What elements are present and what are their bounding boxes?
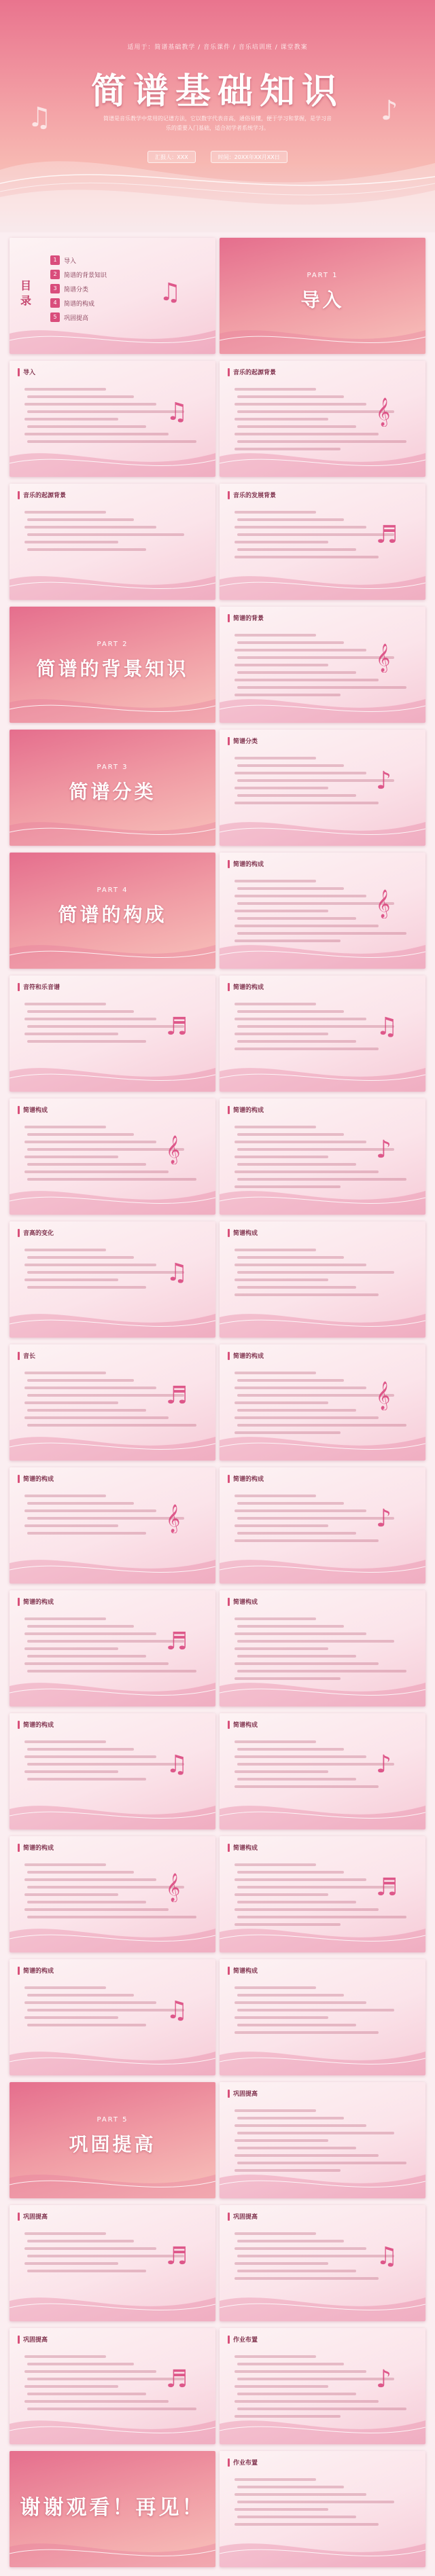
piano-icon: ♬: [166, 2242, 188, 2270]
slide-heading: 简谱构成: [233, 1230, 258, 1237]
slide-thumbnail[interactable]: [10, 361, 215, 477]
piano-icon: ♬: [166, 1628, 188, 1656]
toc-item[interactable]: [50, 255, 107, 265]
section-part-label: PART 3: [97, 764, 128, 771]
piano-icon: ♬: [166, 1013, 188, 1041]
slide-thumbnail[interactable]: [10, 2451, 215, 2567]
section-title: 简谱的构成: [58, 904, 167, 926]
wave-decoration: [220, 1297, 425, 1338]
music-note-icon: ♫: [159, 279, 181, 306]
wave-decoration: [220, 682, 425, 723]
wave-decoration: [220, 1174, 425, 1215]
cover-meta: [0, 151, 435, 163]
slide-heading: 巩固提高: [233, 2214, 258, 2221]
toc-number: 1: [50, 255, 60, 265]
piano-icon: ♬: [376, 521, 398, 549]
guitar-icon: ♫: [166, 1751, 188, 1778]
toc-label: 简谱的背景知识: [64, 272, 107, 279]
wave-decoration: [10, 1789, 215, 1829]
cover-intro: 简谱是音乐教学中常用的记谱方法，它以数字代表音高，通俗易懂，便于学习和掌握，是学习音乐的重要入门基础，适合初学者系统学习。: [103, 115, 332, 131]
slide-heading: 简谱构成: [233, 1722, 258, 1729]
slide-thumbnail[interactable]: [10, 1467, 215, 1584]
wave-decoration: [220, 1543, 425, 1584]
music-note-icon: ♫: [166, 398, 188, 426]
music-note-icon: ♪: [376, 1751, 392, 1778]
slide-thumbnail[interactable]: [10, 1221, 215, 1338]
toc-heading: 目录: [20, 279, 32, 307]
music-note-icon: ♫: [166, 1997, 188, 2024]
slide-thumbnail[interactable]: [220, 361, 425, 477]
slide-thumbnail[interactable]: [220, 2082, 425, 2198]
slide-heading: 简谱构成: [233, 1968, 258, 1975]
music-note-icon: ♫: [376, 1013, 398, 1041]
slide-thumbnail[interactable]: [10, 1713, 215, 1829]
cover-title: 简谱基础知识: [90, 71, 344, 112]
slide-heading: 音长: [23, 1353, 36, 1360]
slide-thumbnail[interactable]: [220, 484, 425, 600]
slide-heading: 简谱的构成: [23, 1476, 54, 1483]
toc-item[interactable]: [50, 298, 107, 308]
guitar-icon: ♫: [376, 2242, 398, 2270]
slide-heading: 音高的变化: [23, 1230, 54, 1237]
wave-decoration: [220, 2158, 425, 2198]
toc-number: 2: [50, 270, 60, 279]
wave-decoration: [220, 1912, 425, 1952]
slide-thumbnail[interactable]: [10, 1590, 215, 1706]
slide-thumbnail[interactable]: [10, 484, 215, 600]
slide-heading: 简谱分类: [233, 738, 258, 745]
treble-clef-icon: 𝄞: [376, 644, 391, 672]
slide-thumbnail[interactable]: [10, 730, 215, 846]
wave-decoration: [220, 928, 425, 969]
guitar-icon: ♫: [166, 1259, 188, 1287]
wave-decoration: [220, 1420, 425, 1461]
wave-decoration: [220, 2280, 425, 2321]
slide-heading: 巩固提高: [23, 2214, 48, 2221]
wave-decoration: [10, 1297, 215, 1338]
slide-heading: 简谱的构成: [233, 861, 264, 868]
slide-thumbnail[interactable]: [10, 853, 215, 969]
wave-decoration: [220, 559, 425, 600]
slide-thumbnail[interactable]: [220, 1959, 425, 2075]
slide-heading: 简谱的构成: [233, 1476, 264, 1483]
slide-thumbnail[interactable]: [220, 1590, 425, 1706]
slide-thumbnail[interactable]: [10, 1344, 215, 1461]
wave-decoration: [220, 2035, 425, 2075]
slide-thumbnail[interactable]: [220, 607, 425, 723]
slide-heading: 简谱的背景: [233, 615, 264, 622]
wave-decoration: [220, 2526, 425, 2567]
music-note-icon: ♫: [27, 102, 52, 133]
slide-thumbnail[interactable]: [10, 607, 215, 723]
section-title: 导入: [300, 289, 345, 311]
slide-heading: 导入: [23, 370, 36, 376]
section-title: 简谱的背景知识: [36, 658, 189, 680]
microphone-icon: ♪: [376, 1505, 392, 1533]
ending-title: 谢谢观看！再见！: [20, 2496, 205, 2520]
wave-decoration: [10, 2035, 215, 2075]
slide-heading: 音符和乐音谱: [23, 984, 60, 991]
treble-clef-icon: 𝄞: [376, 890, 391, 918]
wave-decoration: [10, 1174, 215, 1215]
piano-icon: ♬: [166, 1382, 188, 1410]
slide-heading: 简谱的构成: [23, 1845, 54, 1852]
music-note-icon: ♪: [376, 767, 392, 795]
slide-heading: 简谱的构成: [233, 984, 264, 991]
slide-heading: 简谱的构成: [233, 1107, 264, 1114]
slide-heading: 简谱构成: [23, 1107, 48, 1114]
slide-heading: 音乐的起源背景: [233, 370, 277, 376]
slide-thumbnail[interactable]: [10, 1836, 215, 1952]
slide-heading: 简谱的构成: [23, 1968, 54, 1975]
treble-clef-icon: 𝄞: [166, 1505, 181, 1533]
toc-item[interactable]: [50, 270, 107, 279]
slide-heading: 简谱的构成: [233, 1353, 264, 1360]
presenter-pill: 汇报人：XXX: [147, 151, 195, 163]
slide-thumbnail[interactable]: [220, 2328, 425, 2444]
wave-decoration: [220, 2403, 425, 2444]
wave-decoration: [10, 1051, 215, 1092]
section-part-label: PART 1: [307, 272, 338, 279]
slide-thumbnail[interactable]: [10, 2205, 215, 2321]
slide-thumbnail[interactable]: [10, 2082, 215, 2198]
slide-thumbnail[interactable]: [220, 1713, 425, 1829]
toc-label: 巩固提高: [64, 315, 89, 322]
toc-number: 4: [50, 298, 60, 308]
microphone-icon: ♪: [376, 2365, 392, 2393]
toc-label: 导入: [64, 257, 77, 265]
slide-thumbnail[interactable]: [220, 730, 425, 846]
treble-clef-icon: 𝄞: [376, 1382, 391, 1410]
slide-thumbnail[interactable]: [220, 1467, 425, 1584]
slide-heading: 音乐的发展背景: [233, 493, 277, 499]
slide-heading: 作业布置: [233, 2460, 258, 2467]
slide-thumbnail[interactable]: [220, 1836, 425, 1952]
slide-thumbnail[interactable]: [220, 2205, 425, 2321]
wave-decoration: [10, 1912, 215, 1952]
slide-thumbnail[interactable]: [220, 1221, 425, 1338]
toc-label: 简谱的构成: [64, 300, 95, 308]
slide-thumbnail[interactable]: [220, 1344, 425, 1461]
wave-decoration: [10, 2158, 215, 2198]
wave-decoration: [10, 2403, 215, 2444]
slide-thumbnail[interactable]: [220, 1098, 425, 1215]
wave-decoration: [10, 805, 215, 846]
slide-heading: 巩固提高: [233, 2091, 258, 2098]
slide-heading: 音乐的起源背景: [23, 493, 67, 499]
section-part-label: PART 4: [97, 887, 128, 894]
slide-thumbnail[interactable]: [10, 238, 215, 354]
wave-decoration: [10, 1420, 215, 1461]
slide-thumbnail[interactable]: [10, 1959, 215, 2075]
treble-clef-icon: 𝄞: [166, 1136, 181, 1164]
slide-thumbnail[interactable]: [220, 238, 425, 354]
wave-decoration: [220, 1666, 425, 1706]
slide-heading: 简谱构成: [233, 1845, 258, 1852]
slide-thumbnail[interactable]: [10, 976, 215, 1092]
wave-decoration: [10, 928, 215, 969]
slide-heading: 简谱的构成: [23, 1599, 54, 1606]
wave-decoration: [220, 1789, 425, 1829]
cover-tagline: 适用于：简谱基础教学 / 音乐课件 / 音乐培训班 / 课堂教案: [127, 44, 308, 51]
toc-item[interactable]: [50, 284, 107, 293]
toc-number: 5: [50, 312, 60, 322]
slide-heading: 简谱构成: [233, 1599, 258, 1606]
section-part-label: PART 2: [97, 641, 128, 648]
date-pill: 时间：20XX年XX月XX日: [211, 151, 288, 163]
slide-heading: 巩固提高: [23, 2337, 48, 2344]
piano-icon: ♬: [166, 2365, 188, 2393]
wave-decoration: [220, 313, 425, 354]
cover-slide: [0, 0, 435, 232]
wave-decoration: [10, 2280, 215, 2321]
slide-thumbnail[interactable]: [10, 1098, 215, 1215]
slide-thumbnail[interactable]: [10, 2328, 215, 2444]
wave-decoration: [10, 313, 215, 354]
slide-thumbnail[interactable]: [220, 853, 425, 969]
section-title: 巩固提高: [69, 2133, 156, 2155]
slide-heading: 作业布置: [233, 2337, 258, 2344]
toc-number: 3: [50, 284, 60, 293]
wave-decoration: [10, 682, 215, 723]
wave-decoration: [10, 1666, 215, 1706]
music-note-icon: ♪: [376, 1136, 392, 1164]
wave-decoration: [10, 559, 215, 600]
slide-thumbnail[interactable]: [220, 2451, 425, 2567]
guitar-icon: 𝄞: [376, 398, 391, 426]
slide-thumbnail[interactable]: [220, 976, 425, 1092]
wave-decoration: [10, 2526, 215, 2567]
wave-decoration: [10, 436, 215, 477]
section-title: 简谱分类: [69, 781, 156, 803]
music-note-icon: ♬: [376, 1874, 398, 1901]
wave-decoration: [10, 1543, 215, 1584]
toc-label: 简谱分类: [64, 286, 89, 293]
wave-decoration: [220, 805, 425, 846]
wave-decoration: [220, 1051, 425, 1092]
slide-heading: 简谱的构成: [23, 1722, 54, 1729]
treble-clef-icon: 𝄞: [166, 1874, 181, 1901]
section-part-label: PART 5: [97, 2116, 128, 2124]
wave-decoration: [220, 436, 425, 477]
music-note-icon: ♪: [381, 95, 398, 126]
